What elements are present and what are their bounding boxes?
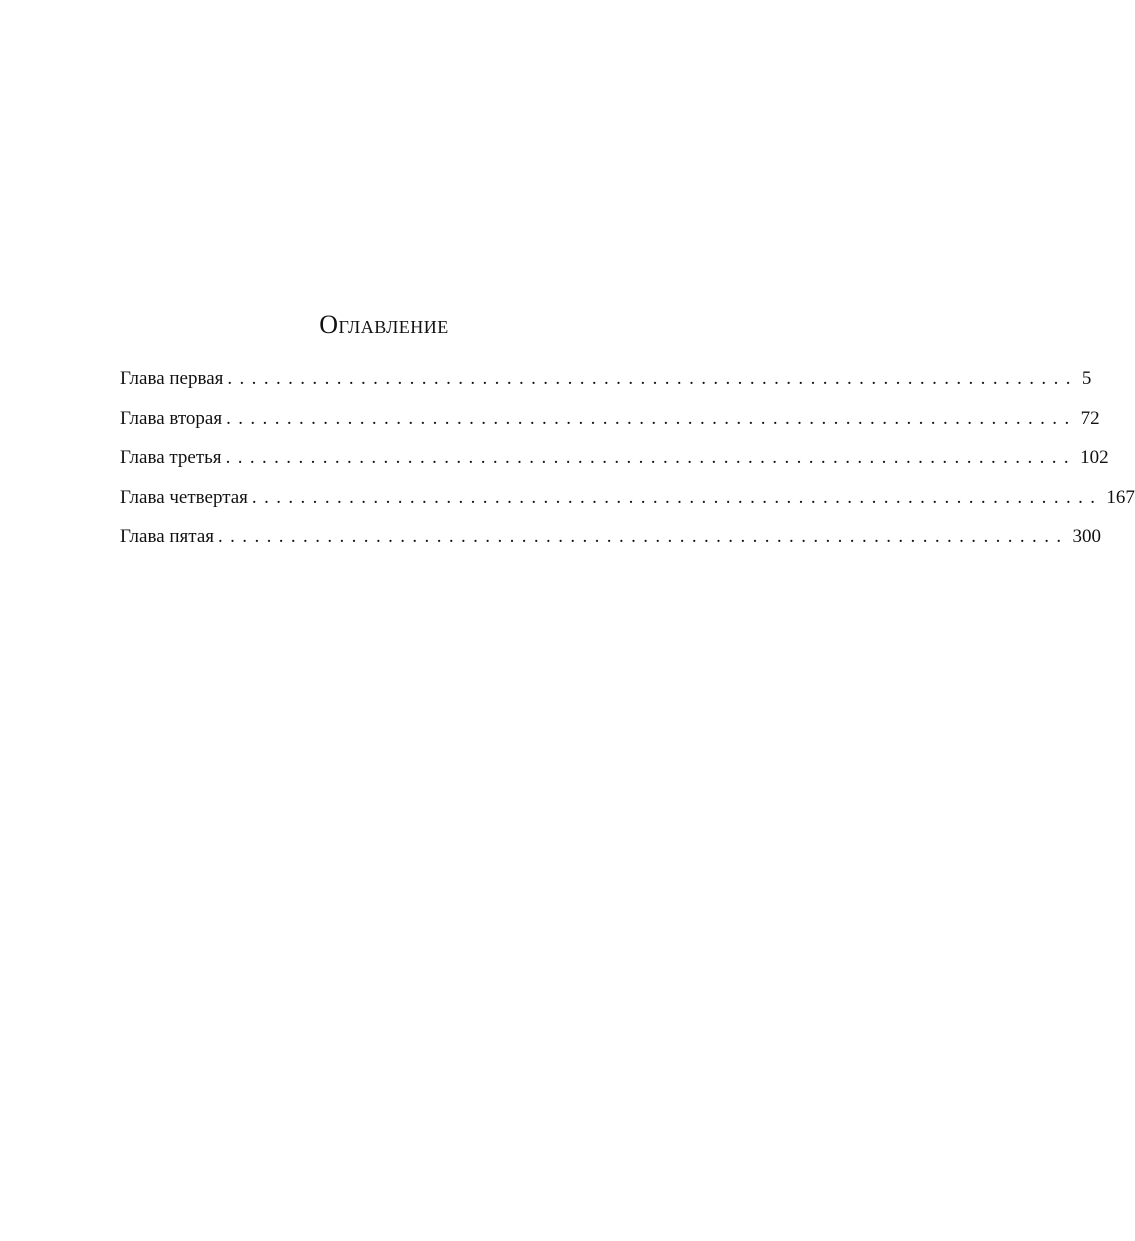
toc-dot-leader: ......................................................................: [226, 407, 1077, 429]
toc-entry-page-number: 5: [1081, 368, 1092, 389]
toc-entry: [120, 445, 1109, 485]
toc-entry-label: Глава пятая: [120, 526, 214, 547]
toc-entry-label: Глава третья: [120, 447, 222, 468]
toc-dot-leader: ......................................................................: [225, 447, 1077, 468]
toc-entry-label: Глава вторая: [120, 407, 223, 429]
toc-dot-leader: ......................................................................: [218, 526, 1069, 547]
toc-entry: [120, 524, 1101, 564]
toc-entry-page-number: 300: [1072, 526, 1101, 547]
toc-entry: [120, 406, 1100, 446]
toc-entry-page-number: 102: [1080, 447, 1109, 468]
toc-dot-leader: ......................................................................: [227, 368, 1078, 389]
toc-list: [120, 366, 1135, 564]
toc-entry-label: Глава первая: [120, 368, 224, 389]
toc-entry-page-number: 72: [1080, 407, 1100, 429]
toc-dot-leader: ......................................................................: [251, 486, 1103, 508]
toc-title: Оглавление: [319, 310, 449, 339]
toc-entry: [120, 485, 1135, 525]
toc-entry: [120, 366, 1092, 406]
toc-entry-page-number: 167: [1106, 486, 1135, 508]
toc-entry-label: Глава четвертая: [120, 486, 248, 508]
